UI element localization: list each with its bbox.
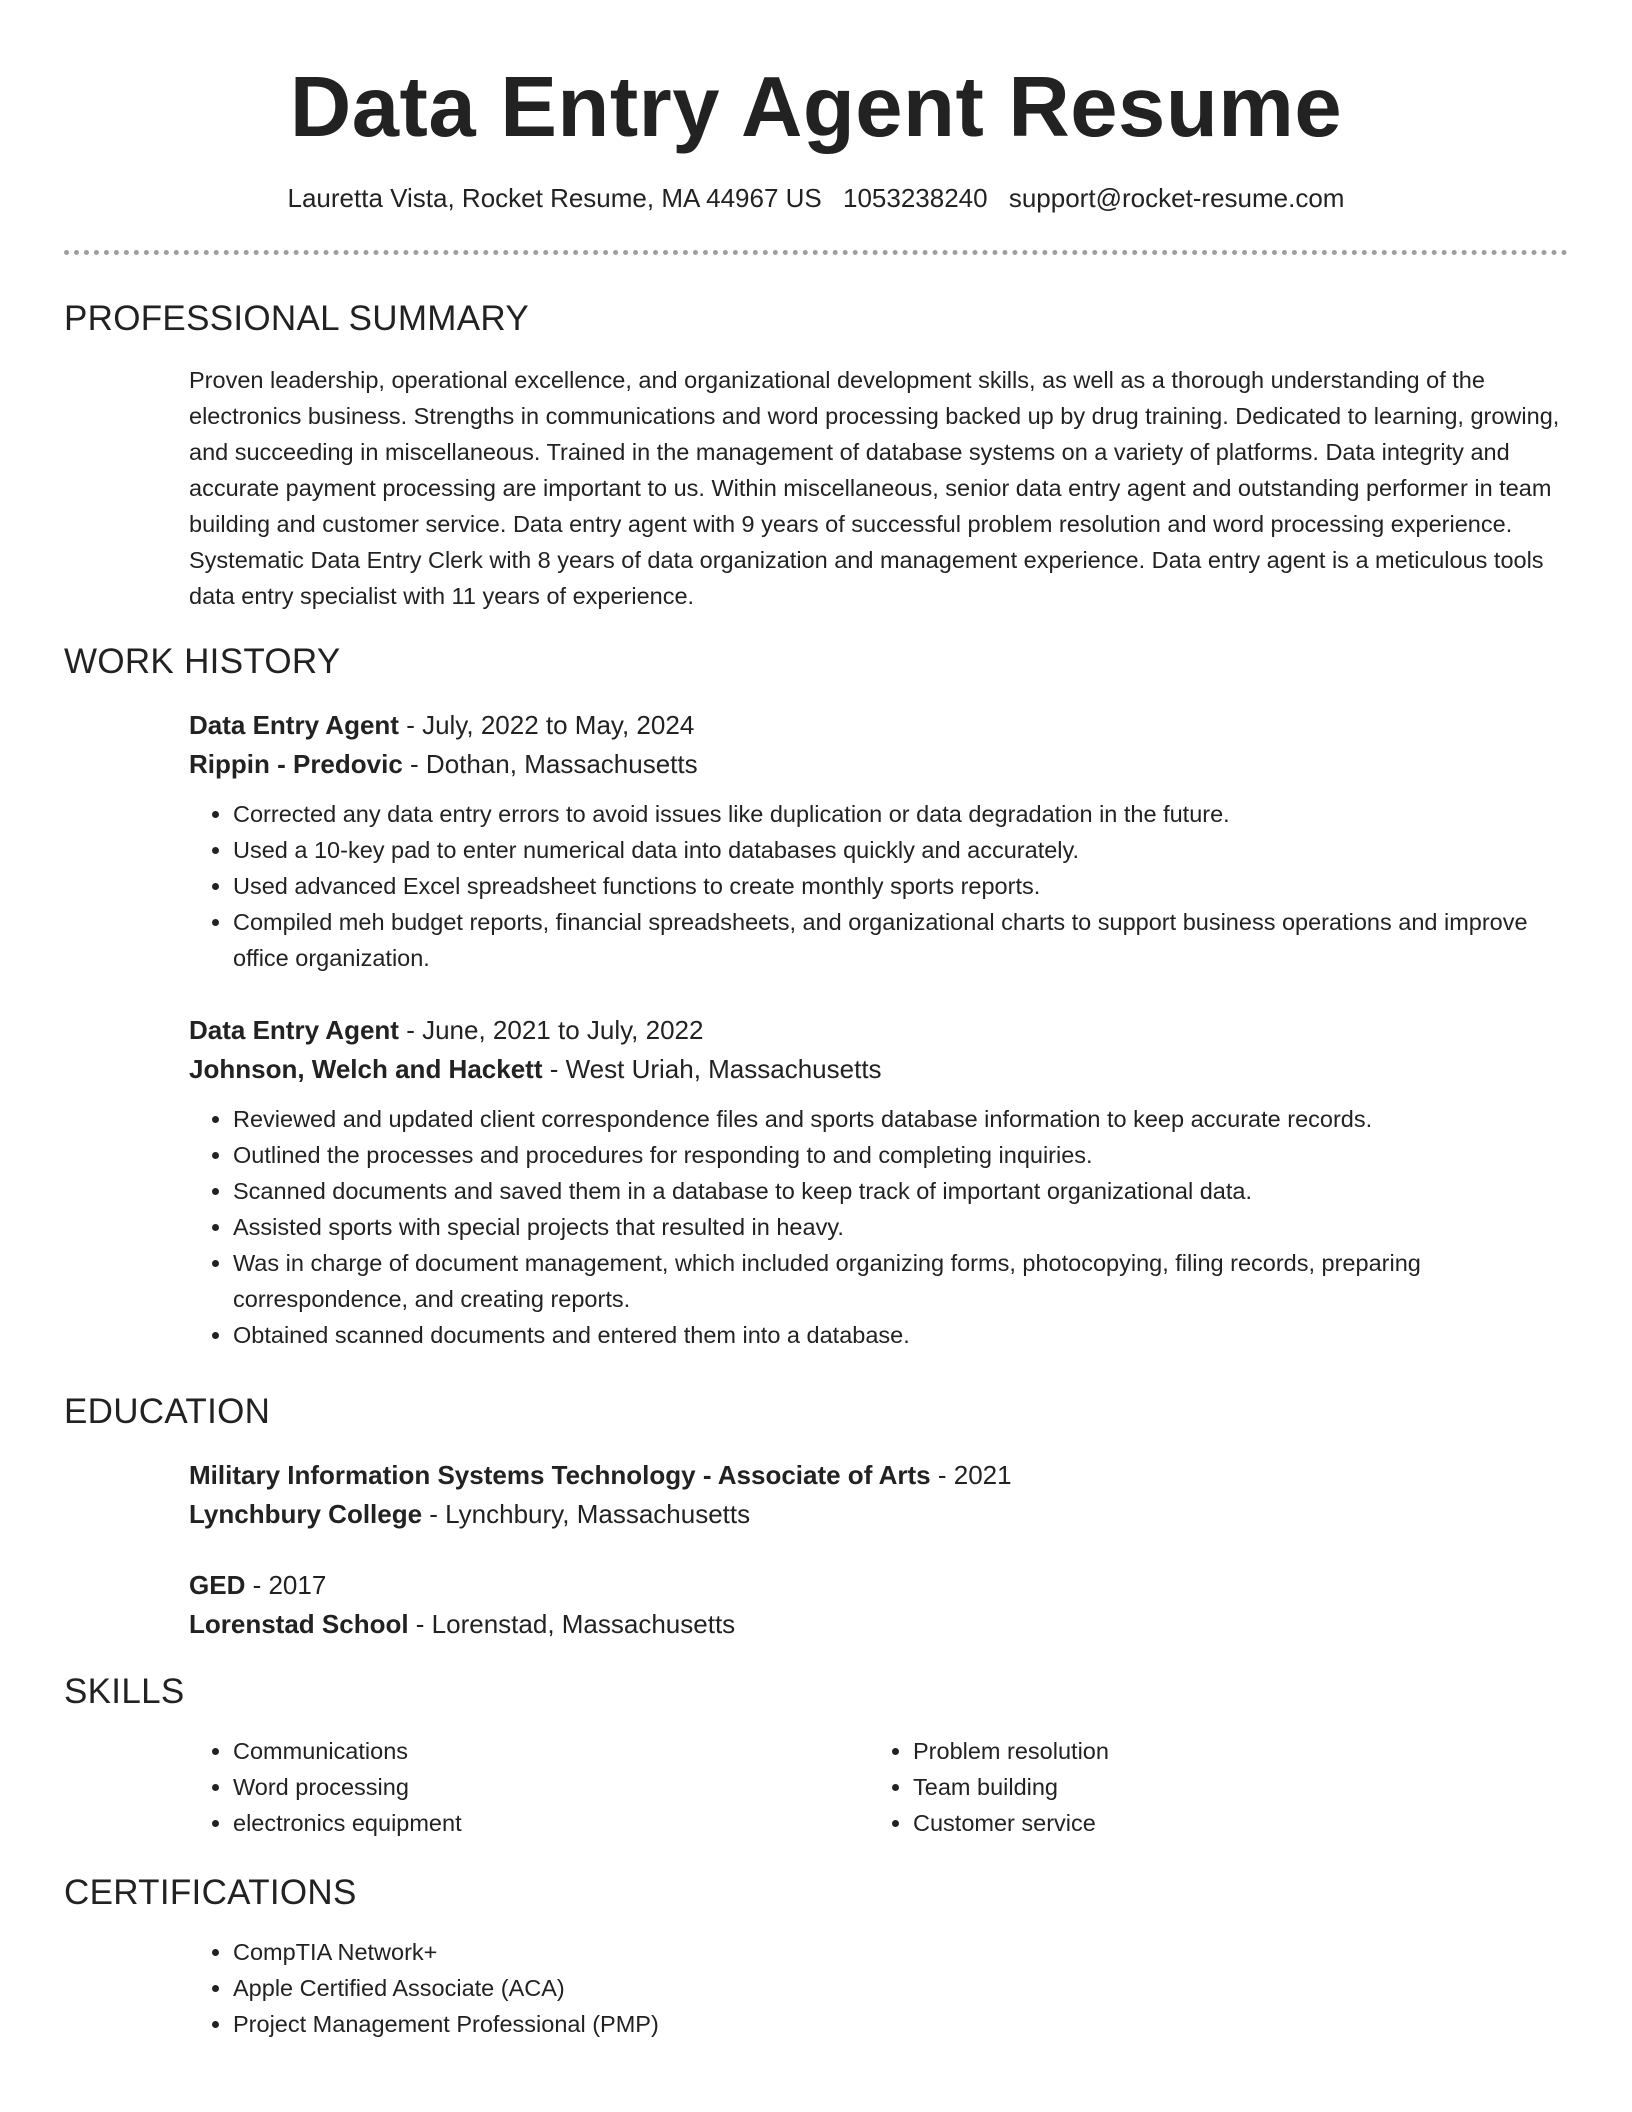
skills-list: [189, 1733, 869, 1841]
list-item: • Assisted sports with special projects that resulted in heavy.: [233, 1209, 1569, 1245]
job-company-line: [189, 1050, 1569, 1089]
list-item: • Outlined the processes and procedures for responding to and completing inquiries.: [233, 1137, 1569, 1173]
skill-item: • Customer service: [913, 1805, 1549, 1841]
job-dates: - June, 2021 to July, 2022: [398, 1015, 704, 1045]
list-item: • Used advanced Excel spreadsheet functions to create monthly sports reports.: [233, 868, 1569, 904]
certification-item: • CompTIA Network+: [233, 1934, 1569, 1970]
school-line: [189, 1605, 1569, 1644]
list-item: • Corrected any data entry errors to avoid issues like duplication or data degradation in the future.: [233, 796, 1569, 832]
contact-phone: 1053238240: [843, 183, 988, 213]
skill-item: • Word processing: [233, 1769, 869, 1805]
job-entry: [189, 1011, 1569, 1353]
school-location: - Lorenstad, Massachusetts: [408, 1609, 736, 1639]
job-location: - West Uriah, Massachusetts: [542, 1054, 882, 1084]
header-divider: [64, 250, 1568, 255]
degree-line: [189, 1456, 1569, 1495]
certification-item: • Project Management Professional (PMP): [233, 2006, 1569, 2042]
skill-item: • electronics equipment: [233, 1805, 869, 1841]
contact-line: [64, 181, 1568, 215]
job-bullets: [189, 1101, 1569, 1353]
skills-heading: SKILLS: [64, 1672, 185, 1711]
certification-item: • Apple Certified Associate (ACA): [233, 1970, 1569, 2006]
job-company: Johnson, Welch and Hackett: [189, 1054, 543, 1084]
certifications-block: [189, 1934, 1569, 2042]
school-line: [189, 1495, 1569, 1534]
job-dates: - July, 2022 to May, 2024: [398, 710, 695, 740]
job-title-line: [189, 706, 1569, 745]
skills-column-left: [189, 1733, 869, 1841]
education-heading: EDUCATION: [64, 1392, 271, 1431]
list-item: • Reviewed and updated client correspondence files and sports database information to keep accurate records.: [233, 1101, 1569, 1137]
job-company-line: [189, 745, 1569, 784]
skill-item: • Problem resolution: [913, 1733, 1549, 1769]
school-location: - Lynchbury, Massachusetts: [422, 1499, 751, 1529]
list-item: • Obtained scanned documents and entered them into a database.: [233, 1317, 1569, 1353]
list-item: • Used a 10-key pad to enter numerical data into databases quickly and accurately.: [233, 832, 1569, 868]
summary-block: [189, 362, 1569, 614]
skill-item: • Communications: [233, 1733, 869, 1769]
skills-column-right: [869, 1733, 1549, 1841]
certifications-heading: CERTIFICATIONS: [64, 1873, 357, 1912]
job-company: Rippin - Predovic: [189, 749, 403, 779]
degree-name: GED: [189, 1570, 246, 1600]
skill-item: • Team building: [913, 1769, 1549, 1805]
contact-email[interactable]: support@rocket-resume.com: [1008, 183, 1345, 213]
job-bullets: [189, 796, 1569, 976]
education-entry: [189, 1566, 1569, 1644]
summary-text: Proven leadership, operational excellence, and organizational development skills, as well as a thorough understanding of the electronics business. Strengths in communications and word processing backed up by drug training. Dedicated to learning, growing, and succeeding in miscellaneous. Trained in the management of database systems on a variety of platforms. Data integrity and accurate payment processing are important to us. Within miscellaneous, senior data entry agent and outstanding performer in team building and customer service. Data entry agent with 9 years of successful problem resolution and word processing experience. Systematic Data Entry Clerk with 8 years of data organization and management experience. Data entry agent is a meticulous tools data entry specialist with 11 years of experience.: [189, 367, 1560, 609]
job-title-line: [189, 1011, 1569, 1050]
work-history-heading: WORK HISTORY: [64, 642, 341, 681]
job-role: Data Entry Agent: [189, 1015, 399, 1045]
contact-address: Lauretta Vista, Rocket Resume, MA 44967 US: [287, 183, 822, 213]
degree-name: Military Information Systems Technology - Associate of Arts: [189, 1460, 931, 1490]
skills-list: [869, 1733, 1549, 1841]
resume-title: Data Entry Agent Resume: [289, 60, 1343, 155]
job-location: - Dothan, Massachusetts: [402, 749, 698, 779]
job-role: Data Entry Agent: [189, 710, 399, 740]
certifications-list: [189, 1934, 1569, 2042]
list-item: • Compiled meh budget reports, financial spreadsheets, and organizational charts to support business operations and improve office organization.: [233, 904, 1569, 976]
school-name: Lynchbury College: [189, 1499, 423, 1529]
degree-line: [189, 1566, 1569, 1605]
degree-year: - 2021: [930, 1460, 1012, 1490]
education-entry: [189, 1456, 1569, 1534]
job-entry: [189, 706, 1569, 976]
degree-year: - 2017: [245, 1570, 327, 1600]
summary-heading: PROFESSIONAL SUMMARY: [64, 299, 529, 338]
school-name: Lorenstad School: [189, 1609, 409, 1639]
list-item: • Scanned documents and saved them in a database to keep track of important organizational data.: [233, 1173, 1569, 1209]
skills-block: [189, 1733, 1569, 1841]
list-item: • Was in charge of document management, which included organizing forms, photocopying, filing records, preparing correspondence, and creating reports.: [233, 1245, 1569, 1317]
